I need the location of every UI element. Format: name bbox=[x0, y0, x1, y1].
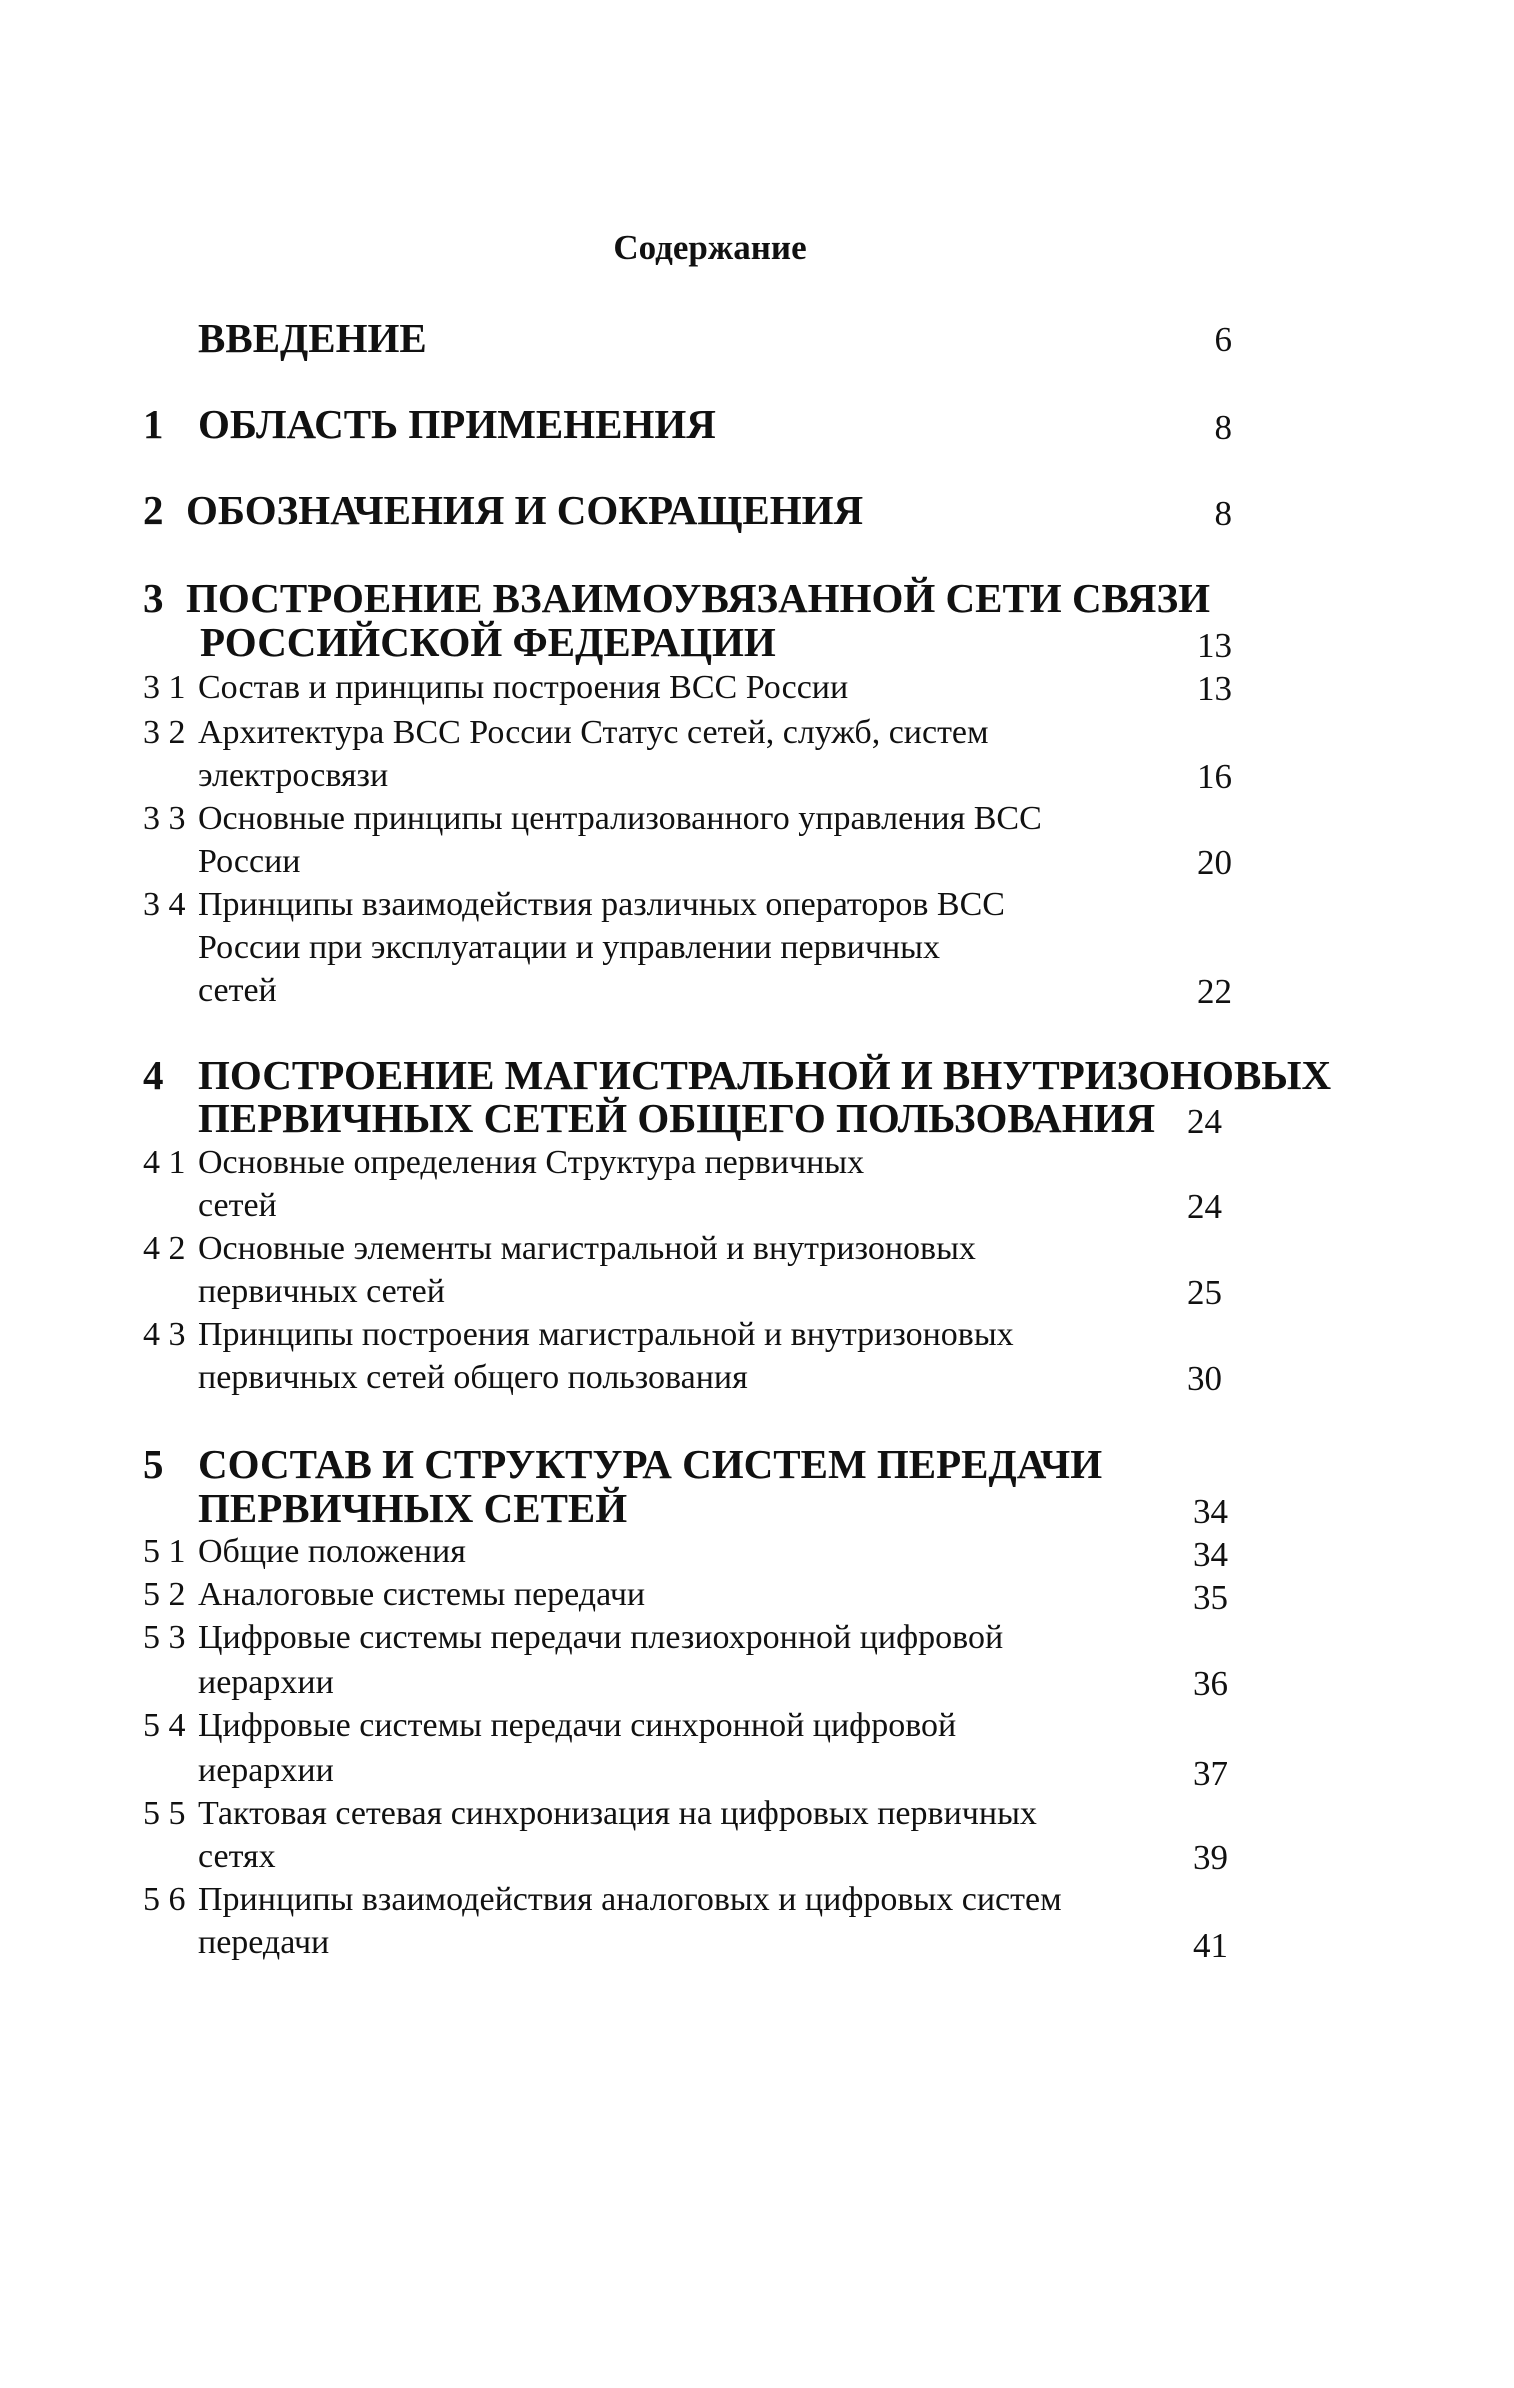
toc-page-number: 13 bbox=[1197, 669, 1232, 708]
toc-entry-label-cont: ПЕРВИЧНЫХ СЕТЕЙ ОБЩЕГО ПОЛЬЗОВАНИЯ bbox=[198, 1095, 1156, 1141]
toc-sub-label-cont: сетей bbox=[198, 972, 277, 1009]
toc-sub-number: 4 3 bbox=[143, 1316, 186, 1353]
toc-sub-label: Принципы построения магистральной и внутризоновых bbox=[198, 1316, 1014, 1353]
toc-section-number: 2 bbox=[143, 487, 164, 533]
toc-entry-label: ПОСТРОЕНИЕ ВЗАИМОУВЯЗАННОЙ СЕТИ СВЯЗИ bbox=[186, 575, 1210, 621]
toc-page-number: 25 bbox=[1187, 1273, 1222, 1312]
toc-page-number: 37 bbox=[1193, 1754, 1228, 1793]
toc-section-number: 5 bbox=[143, 1441, 164, 1487]
toc-sub-number: 4 2 bbox=[143, 1230, 186, 1267]
toc-sub-number: 3 1 bbox=[143, 669, 186, 706]
toc-sub-number: 5 4 bbox=[143, 1707, 186, 1744]
toc-sub-label-cont: иерархии bbox=[198, 1664, 334, 1701]
toc-sub-label: Общие положения bbox=[198, 1533, 466, 1570]
toc-sub-label-cont: первичных сетей общего пользования bbox=[198, 1359, 748, 1396]
toc-sub-number: 5 5 bbox=[143, 1795, 186, 1832]
toc-section-number: 3 bbox=[143, 575, 164, 621]
toc-sub-number: 5 3 bbox=[143, 1619, 186, 1656]
toc-entry-label: ВВЕДЕНИЕ bbox=[198, 315, 427, 361]
toc-sub-label: Основные элементы магистральной и внутризоновых bbox=[198, 1230, 976, 1267]
toc-sub-number: 5 2 bbox=[143, 1576, 186, 1613]
toc-section-number: 1 bbox=[143, 401, 164, 447]
toc-page-number: 39 bbox=[1193, 1838, 1228, 1877]
toc-page-number: 36 bbox=[1193, 1664, 1228, 1703]
toc-sub-label: Аналоговые системы передачи bbox=[198, 1576, 646, 1613]
toc-sub-label: Состав и принципы построения ВСС России bbox=[198, 669, 849, 706]
toc-section-number: 4 bbox=[143, 1052, 164, 1098]
toc-sub-label-cont: передачи bbox=[198, 1924, 330, 1961]
toc-sub-label-cont: России при эксплуатации и управлении первичных bbox=[198, 929, 941, 966]
toc-page-number: 30 bbox=[1187, 1359, 1222, 1398]
toc-sub-label-cont: сетях bbox=[198, 1838, 276, 1875]
toc-sub-number: 4 1 bbox=[143, 1144, 186, 1181]
toc-page-number: 16 bbox=[1197, 757, 1232, 796]
toc-page-number: 35 bbox=[1193, 1578, 1228, 1617]
toc-page-number: 8 bbox=[1214, 408, 1232, 447]
toc-sub-label: Основные принципы централизованного управления ВСС bbox=[198, 800, 1042, 837]
toc-entry-label-cont: РОССИЙСКОЙ ФЕДЕРАЦИИ bbox=[200, 619, 776, 665]
page-title: Содержание bbox=[613, 228, 807, 267]
toc-sub-number: 5 1 bbox=[143, 1533, 186, 1570]
toc-page-number: 34 bbox=[1193, 1535, 1228, 1574]
toc-sub-label: Тактовая сетевая синхронизация на цифровых первичных bbox=[198, 1795, 1037, 1832]
toc-sub-label: Принципы взаимодействия аналоговых и цифровых систем bbox=[198, 1881, 1062, 1918]
toc-sub-number: 3 4 bbox=[143, 886, 186, 923]
toc-entry-label: СОСТАВ И СТРУКТУРА СИСТЕМ ПЕРЕДАЧИ bbox=[198, 1441, 1103, 1487]
toc-sub-label: Принципы взаимодействия различных операторов ВСС bbox=[198, 886, 1005, 923]
toc-page-number: 24 bbox=[1187, 1187, 1222, 1226]
toc-entry-label-cont: ПЕРВИЧНЫХ СЕТЕЙ bbox=[198, 1485, 628, 1531]
toc-page-number: 34 bbox=[1193, 1492, 1228, 1531]
toc-sub-label: Архитектура ВСС России Статус сетей, служб, систем bbox=[198, 714, 989, 751]
toc-sub-label-cont: иерархии bbox=[198, 1752, 334, 1789]
toc-sub-label: Основные определения Структура первичных bbox=[198, 1144, 865, 1181]
toc-sub-number: 3 3 bbox=[143, 800, 186, 837]
toc-sub-label-cont: России bbox=[198, 843, 301, 880]
toc-sub-label: Цифровые системы передачи синхронной цифровой bbox=[198, 1707, 957, 1744]
toc-entry-label: ОБЛАСТЬ ПРИМЕНЕНИЯ bbox=[198, 401, 716, 447]
toc-page-number: 22 bbox=[1197, 972, 1232, 1011]
toc-page-number: 20 bbox=[1197, 843, 1232, 882]
toc-sub-label-cont: первичных сетей bbox=[198, 1273, 445, 1310]
toc-page-number: 6 bbox=[1214, 320, 1232, 359]
toc-page-number: 13 bbox=[1197, 626, 1232, 665]
toc-page-number: 41 bbox=[1193, 1926, 1228, 1965]
toc-entry-label: ОБОЗНАЧЕНИЯ И СОКРАЩЕНИЯ bbox=[186, 487, 864, 533]
toc-entry-label: ПОСТРОЕНИЕ МАГИСТРАЛЬНОЙ И ВНУТРИЗОНОВЫХ bbox=[198, 1052, 1332, 1098]
toc-sub-label: Цифровые системы передачи плезиохронной цифровой bbox=[198, 1619, 1004, 1656]
toc-sub-number: 3 2 bbox=[143, 714, 186, 751]
toc-sub-number: 5 6 bbox=[143, 1881, 186, 1918]
toc-page-number: 8 bbox=[1214, 494, 1232, 533]
toc-sub-label-cont: электросвязи bbox=[198, 757, 389, 794]
toc-page-number: 24 bbox=[1187, 1102, 1222, 1141]
toc-sub-label-cont: сетей bbox=[198, 1187, 277, 1224]
